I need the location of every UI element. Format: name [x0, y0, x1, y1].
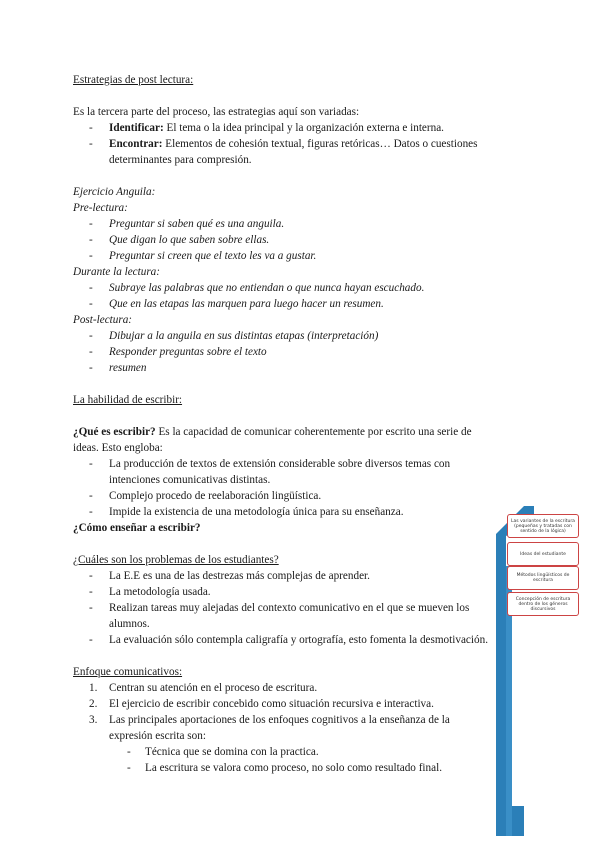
list-item-continuation: intenciones comunicativas distintas.: [109, 474, 271, 486]
pre-reading-label: Pre-lectura:: [73, 202, 128, 214]
diagram-box: Métodos lingüísticos de escritura: [507, 566, 579, 590]
list-item: - Que digan lo que saben sobre ellas.: [89, 234, 270, 246]
sub-list-item: - Técnica que se domina con la practica.: [127, 746, 319, 758]
diagram-box: Ideas del estudiante: [507, 542, 579, 566]
list-item: - La producción de textos de extensión considerable sobre diversos temas con: [89, 458, 451, 470]
list-item: - Dibujar a la anguila en sus distintas etapas (interpretación): [89, 330, 379, 342]
list-item-continuation: alumnos.: [109, 618, 150, 630]
list-item: - Preguntar si creen que el texto les va a gustar.: [89, 250, 317, 262]
list-item: - Que en las etapas las marquen para luego hacer un resumen.: [89, 298, 384, 310]
how-to-teach-question: ¿Cómo enseñar a escribir?: [73, 522, 201, 534]
post-reading-label: Post-lectura:: [73, 314, 133, 326]
writing-definition: ¿Qué es escribir? Es la capacidad de comunicar coherentemente por escrito una serie de: [73, 426, 472, 438]
writing-title: La habilidad de escribir:: [73, 394, 183, 406]
diagram-box: Concepción de escritura dentro de los géneros discursivos: [507, 592, 579, 616]
writing-definition-continuation: ideas. Esto engloba:: [73, 442, 163, 454]
list-item-continuation: determinantes para compresión.: [109, 154, 252, 166]
sub-list-item: - La escritura se valora como proceso, no solo como resultado final.: [127, 762, 442, 774]
list-item: - Complejo procedo de reelaboración lingüística.: [89, 490, 322, 502]
post-reading-title: Estrategias de post lectura:: [73, 74, 194, 86]
list-item: - La E.E es una de las destrezas más complejas de aprender.: [89, 570, 370, 582]
list-item: - La metodología usada.: [89, 586, 211, 598]
numbered-item: 2. El ejercicio de escribir concebido como situación recursiva e interactiva.: [89, 698, 434, 710]
list-item: - resumen: [89, 362, 147, 374]
problems-title: ¿Cuáles son los problemas de los estudiantes?: [73, 554, 279, 566]
diagram-box: Las variantes de la escritura (pequeñas y tratadas con sentido de la lógica): [507, 514, 579, 538]
list-item: - Realizan tareas muy alejadas del contexto comunicativo en el que se mueven los: [89, 602, 470, 614]
list-item: - Subraye las palabras que no entiendan o que nunca hayan escuchado.: [89, 282, 425, 294]
numbered-item: 1. Centran su atención en el proceso de escritura.: [89, 682, 318, 694]
approach-title: Enfoque comunicativos:: [73, 666, 183, 678]
list-item: - Preguntar si saben qué es una anguila.: [89, 218, 285, 230]
numbered-item-continuation: expresión escrita son:: [109, 730, 206, 742]
list-item: - Encontrar: Elementos de cohesión textual, figuras retóricas… Datos o cuestiones: [89, 138, 478, 150]
list-item: - La evaluación sólo contempla caligrafía y ortografía, esto fomenta la desmotivación.: [89, 634, 488, 646]
list-item: - Impide la existencia de una metodología única para su enseñanza.: [89, 506, 404, 518]
numbered-item: 3. Las principales aportaciones de los enfoques cognitivos a la enseñanza de la: [89, 714, 450, 726]
writing-process-diagram: [494, 506, 586, 836]
during-reading-label: Durante la lectura:: [73, 266, 160, 278]
exercise-title: Ejercicio Anguila:: [73, 186, 156, 198]
list-item: - Identificar: El tema o la idea principal y la organización externa e interna.: [89, 122, 444, 134]
post-reading-intro: Es la tercera parte del proceso, las estrategias aquí son variadas:: [73, 106, 360, 118]
list-item: - Responder preguntas sobre el texto: [89, 346, 267, 358]
